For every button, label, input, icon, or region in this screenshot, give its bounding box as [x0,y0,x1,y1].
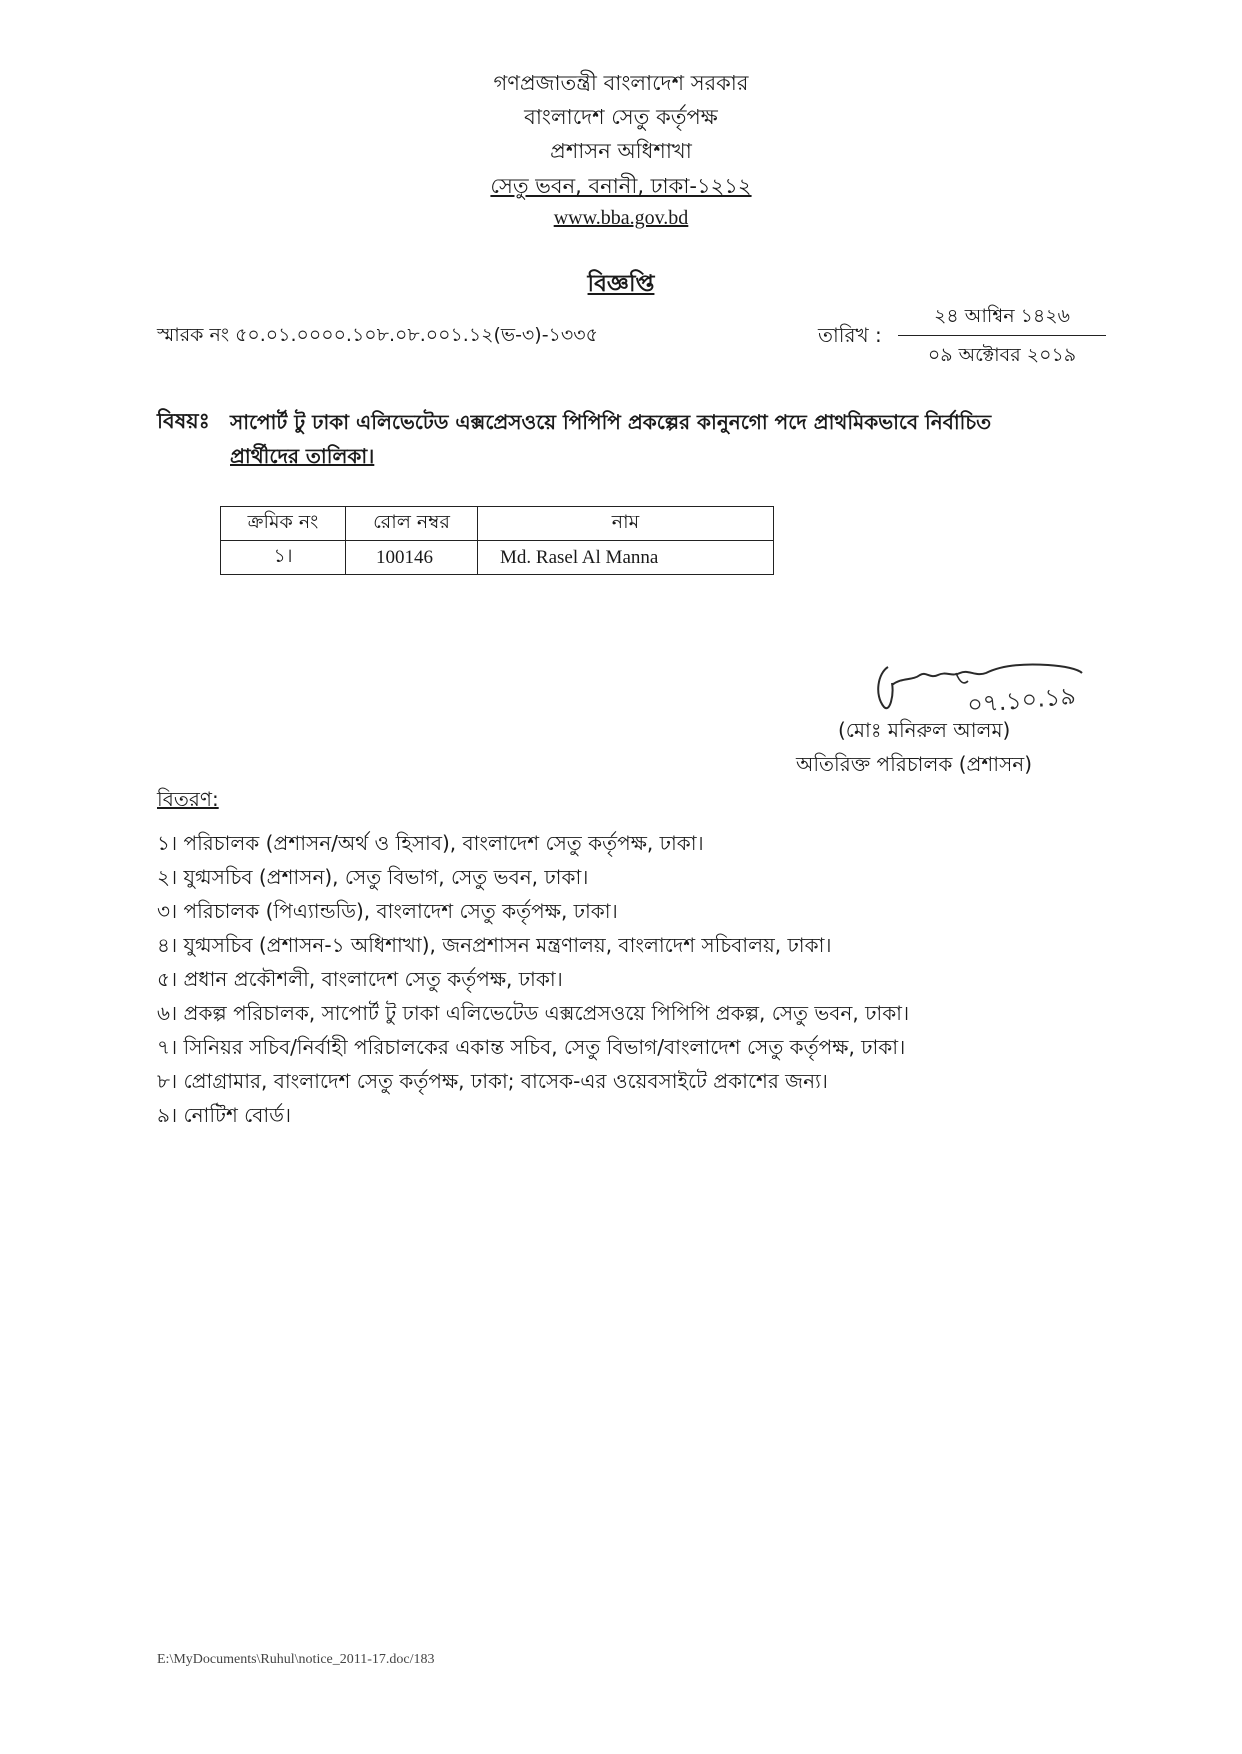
list-item: ৯। নোটিশ বোর্ড। [157,1103,292,1127]
list-item: ১। পরিচালক (প্রশাসন/অর্থ ও হিসাব), বাংলাদেশ সেতু কর্তৃপক্ষ, ঢাকা। [157,831,704,855]
date-divider [898,335,1106,336]
cell-serial: ১। [221,541,346,575]
list-item: ৮। প্রোগ্রামার, বাংলাদেশ সেতু কর্তৃপক্ষ, ঢাকা; বাসেক-এর ওয়েবসাইটে প্রকাশের জন্য। [157,1069,828,1093]
col-header-serial: ক্রমিক নং [221,507,346,541]
subject-line-1: সাপোর্ট টু ঢাকা এলিভেটেড এক্সপ্রেসওয়ে পিপিপি প্রকল্পের কানুনগো পদে প্রাথমিকভাবে নির্বাচিত [230,410,992,434]
distribution-list [157,826,909,1132]
website-link[interactable]: www.bba.gov.bd [553,207,689,229]
notice-title: বিজ্ঞপ্তি [587,271,655,297]
table-row [221,541,774,575]
list-item: ৩। পরিচালক (পিএ্যান্ডডি), বাংলাদেশ সেতু কর্তৃপক্ষ, ঢাকা। [157,899,618,923]
signatory-designation: অতিরিক্ত পরিচালক (প্রশাসন) [796,752,1033,776]
distribution-label: বিতরণ: [157,787,219,811]
list-item: ৫। প্রধান প্রকৌশলী, বাংলাদেশ সেতু কর্তৃপক্ষ, ঢাকা। [157,967,563,991]
signature-date: ০৭.১০.১৯ [966,681,1077,719]
list-item: ৬। প্রকল্প পরিচালক, সাপোর্ট টু ঢাকা এলিভেটেড এক্সপ্রেসওয়ে পিপিপি প্রকল্প, সেতু ভবন, ঢাকা। [157,1001,910,1025]
cell-roll: 100146 [346,541,478,575]
subject-label: বিষয়ঃ [157,409,210,433]
col-header-name: নাম [478,507,774,541]
office-address: সেতু ভবন, বনানী, ঢাকা-১২১২ [490,174,752,198]
table-header-row [221,507,774,541]
authority-name: বাংলাদেশ সেতু কর্তৃপক্ষ [524,105,718,129]
subject-line-2: প্রার্থীদের তালিকা। [230,444,375,468]
cell-name: Md. Rasel Al Manna [478,541,774,575]
list-item: ২। যুগ্মসচিব (প্রশাসন), সেতু বিভাগ, সেতু ভবন, ঢাকা। [157,865,589,889]
candidate-table [220,506,774,575]
signature-image [868,655,1168,723]
division-name: প্রশাসন অধিশাখা [550,139,692,163]
memo-number: স্মারক নং ৫০.০১.০০০০.১০৮.০৮.০০১.১২(ভ-৩)-১৩৩৫ [157,324,598,346]
file-path: E:\MyDocuments\Ruhul\notice_2011-17.doc/183 [157,1652,435,1667]
subject-text [230,405,1130,473]
govt-name: গণপ্রজাতন্ত্রী বাংলাদেশ সরকার [493,71,749,95]
date-label: তারিখ : [818,323,882,347]
list-item: ৪। যুগ্মসচিব (প্রশাসন-১ অধিশাখা), জনপ্রশাসন মন্ত্রণালয়, বাংলাদেশ সচিবালয়, ঢাকা। [157,933,832,957]
col-header-roll: রোল নম্বর [346,507,478,541]
signatory-name: (মোঃ মনিরুল আলম) [838,718,1011,742]
date-bangla: ২৪ আশ্বিন ১৪২৬ [934,305,1070,327]
list-item: ৭। সিনিয়র সচিব/নির্বাহী পরিচালকের একান্ত সচিব, সেতু বিভাগ/বাংলাদেশ সেতু কর্তৃপক্ষ, ঢাকা। [157,1035,906,1059]
date-english: ০৯ অক্টোবর ২০১৯ [927,344,1077,366]
